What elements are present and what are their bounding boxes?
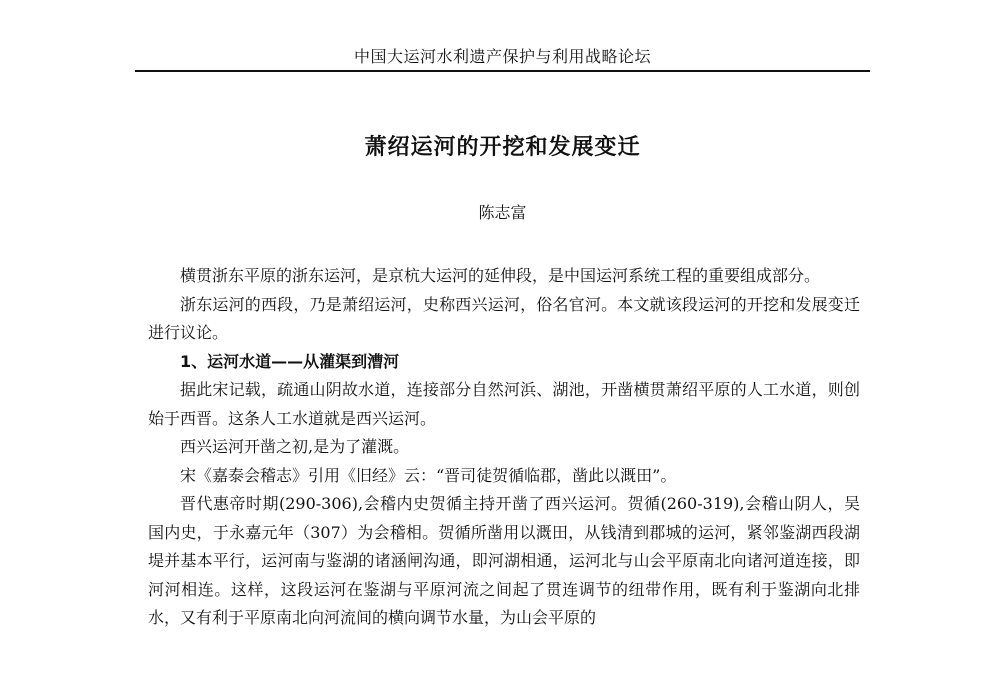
paragraph: 据此宋记载，疏通山阴故水道，连接部分自然河浜、湖池，开凿横贯萧绍平原的人工水道，则创始于西晋。这条人工水道就是西兴运河。 (148, 380, 860, 428)
header-rule (135, 70, 870, 72)
running-header: 中国大运河水利遗产保护与利用战略论坛 (353, 47, 651, 66)
paragraph: 浙东运河的西段，乃是萧绍运河，史称西兴运河，俗名官河。本文就该段运河的开挖和发展变迁进行议论。 (148, 294, 860, 342)
section-heading: 1、运河水道——从灌渠到漕河 (180, 351, 400, 371)
paragraph: 宋《嘉泰会稽志》引用《旧经》云：“晋司徒贺循临郡，凿此以溉田”。 (180, 465, 677, 485)
article-author: 陈志富 (478, 203, 527, 222)
paragraph: 晋代惠帝时期(290-306),会稽内史贺循主持开凿了西兴运河。贺循(260-319),会稽山阴人，吴国内史，于永嘉元年（307）为会稽相。贺循所凿用以溉田，从钱清到郡城的运河，紧邻鉴湖西段湖堤并基本平行，运河南与鉴湖的诸涵闸沟通，即河湖相通，运河北与山会平原南北向诸河道连接，即河河相连。这样，这段运河在鉴湖与平原河流之间起了贯连调节的纽带作用，既有利于鉴湖向北排水，又有利于平原南北向河流间的横向调节水量，为山会平原的 (148, 494, 860, 627)
article-title: 萧绍运河的开挖和发展变迁 (364, 135, 641, 160)
article-body (148, 262, 860, 633)
paragraph: 西兴运河开凿之初,是为了灌溉。 (180, 437, 410, 456)
paragraph: 横贯浙东平原的浙东运河，是京杭大运河的延伸段，是中国运河系统工程的重要组成部分。 (180, 266, 821, 285)
